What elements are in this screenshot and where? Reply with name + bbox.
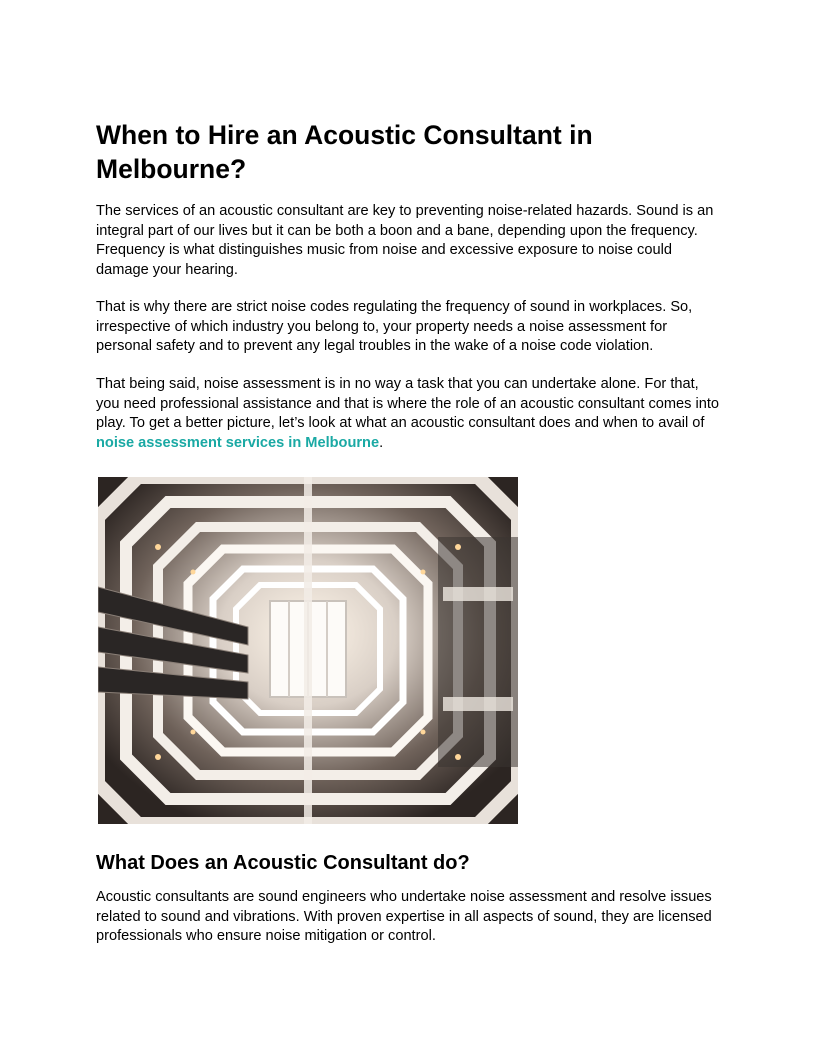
main-heading: When to Hire an Acoustic Consultant in Melbourne? — [96, 120, 593, 184]
section-heading: What Does an Acoustic Consultant do? — [96, 852, 470, 874]
noise-codes-paragraph: That is why there are strict noise codes regulating the frequency of sound in workplaces. So, irrespective of which industry you belong to, your property needs a noise assessment for personal safety and to prevent any legal troubles in the wake of a noise code violation. — [96, 299, 693, 354]
assistance-text-end: . — [379, 434, 384, 451]
intro-paragraph: The services of an acoustic consultant are key to preventing noise-related hazards. Sound is an integral part of our lives but it can be both a boon and a bane, depending upon the frequency. Frequency is what distinguishes music from noise and excessive exposure to noise could damage your hearing. — [96, 203, 714, 278]
assistance-text: That being said, noise assessment is in no way a task that you can undertake alone. For that, you need professional assistance and that is where the role of an acoustic consultant comes into play. To get a better picture, let’s look at what an acoustic consultant does and when to avail of — [96, 376, 720, 431]
atrium-photo — [98, 477, 518, 824]
assistance-paragraph — [96, 375, 724, 453]
consultant-description-paragraph: Acoustic consultants are sound engineers who undertake noise assessment and resolve issues related to sound and vibrations. With proven expertise in all aspects of sound, they are licensed professionals who ensure noise mitigation or control. — [96, 889, 712, 944]
noise-assessment-link[interactable]: noise assessment services in Melbourne — [96, 434, 380, 451]
